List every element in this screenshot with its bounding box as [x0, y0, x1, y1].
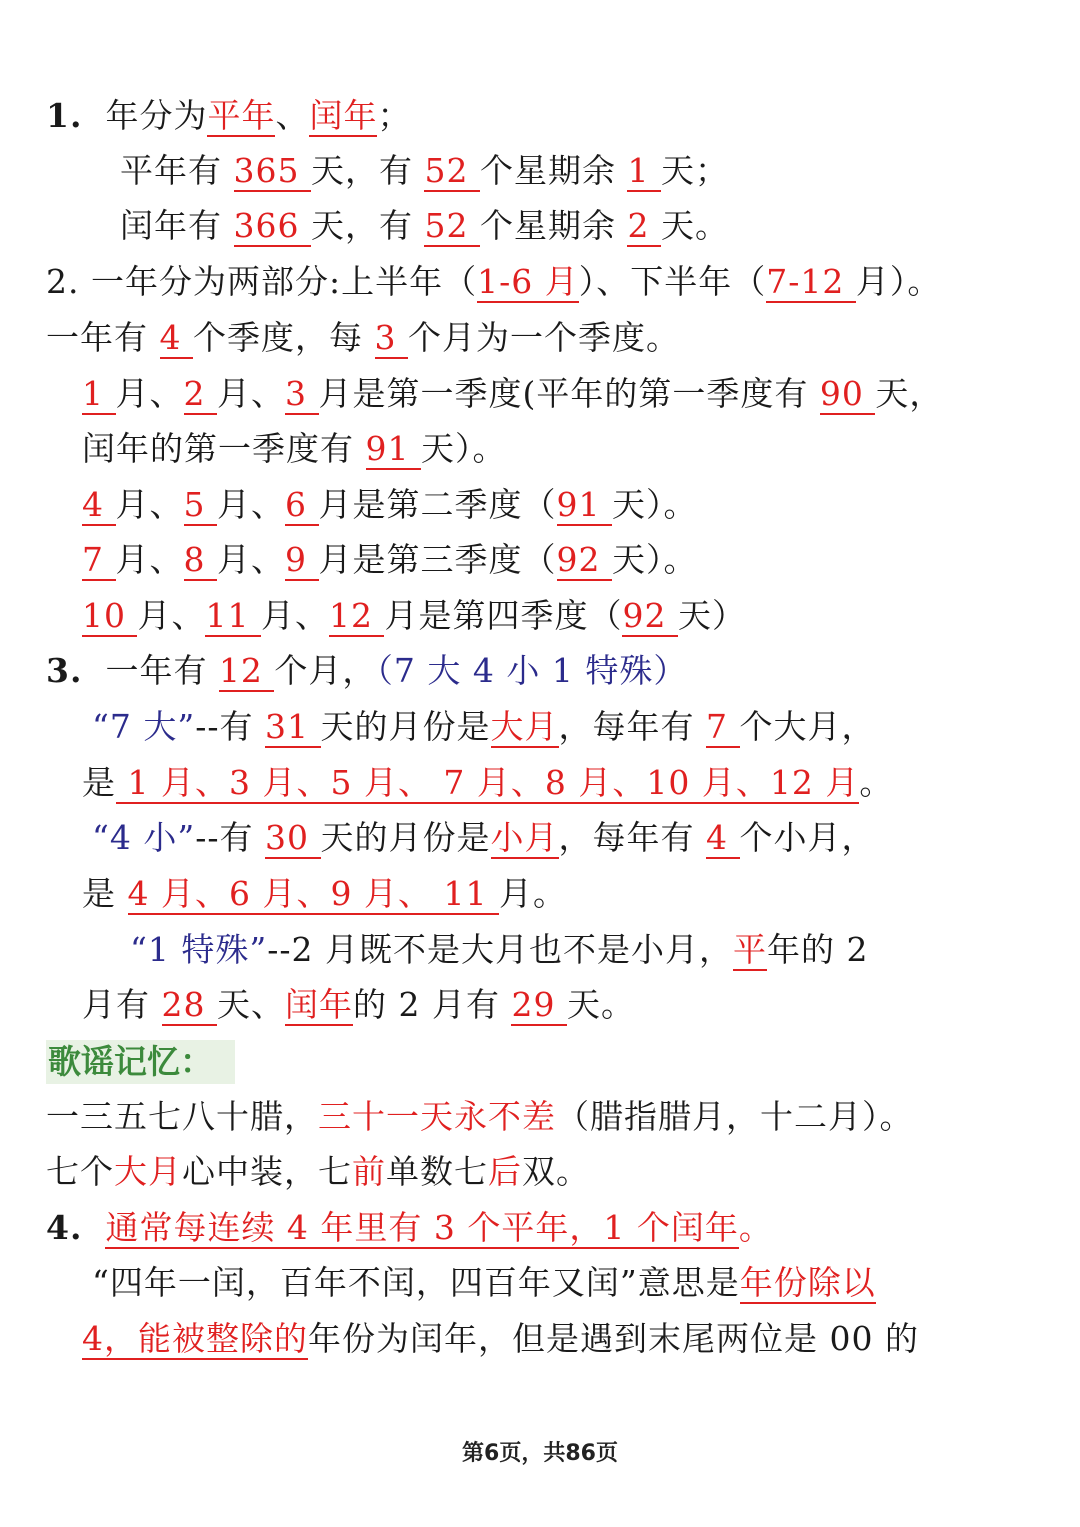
- february-days-line: 月有 28 天、闰年的 2 月有 29 天。: [82, 985, 635, 1024]
- quarter-1-line: 1 月、2 月、3 月是第一季度(平年的第一季度有 90 天，: [82, 374, 944, 413]
- rhyme-line-1: 一三五七八十腊，三十一天永不差（腊指腊月，十二月）。: [46, 1097, 914, 1136]
- rhyme-heading: 歌谣记忆：: [46, 1040, 235, 1084]
- leap-saying-line-2: 4，能被整除的年份为闰年，但是遇到末尾两位是 00 的: [82, 1319, 919, 1358]
- special-month-line: “1 特殊”--2 月既不是大月也不是小月，平年的 2: [130, 930, 869, 969]
- quarter-1-leap-line: 闰年的第一季度有 91 天）。: [82, 429, 507, 468]
- big-months-list: 是 1 月、3 月、5 月、 7 月、8 月、10 月、12 月。: [82, 763, 894, 802]
- quarter-2-line: 4 月、5 月、6 月是第二季度（91 天）。: [82, 485, 698, 524]
- common-year-line: 平年有 365 天，有 52 个星期余 1 天；: [120, 151, 729, 190]
- rhyme-line-2: 七个大月心中装，七前单数七后双。: [46, 1152, 590, 1191]
- item-3-months: 3. 一年有 12 个月，（7 大 4 小 1 特殊）: [46, 651, 688, 690]
- item-2-halves: 2. 一年分为两部分:上半年（1-6 月）、下半年（7-12 月）。: [46, 262, 942, 301]
- item-1-title: 1. 年分为平年、闰年；: [46, 96, 412, 135]
- small-months-list: 是 4 月、6 月、9 月、 11 月。: [82, 874, 567, 913]
- item-4-leap-rule: 4. 通常每连续 4 年里有 3 个平年，1 个闰年。: [46, 1208, 773, 1247]
- quarter-3-line: 7 月、8 月、9 月是第三季度（92 天）。: [82, 540, 698, 579]
- page-number: 第6页，共86页: [462, 1441, 618, 1466]
- small-months-line: “4 小”--有 30 天的月份是小月，每年有 4 个小月，: [92, 818, 876, 857]
- quarter-4-line: 10 月、11 月、12 月是第四季度（92 天）: [82, 596, 746, 635]
- quarters-line: 一年有 4 个季度，每 3 个月为一个季度。: [46, 318, 680, 357]
- big-months-line: “7 大”--有 31 天的月份是大月，每年有 7 个大月，: [92, 707, 876, 746]
- leap-saying-line: “四年一闰，百年不闰，四百年又闰”意思是年份除以: [92, 1263, 876, 1302]
- leap-year-line: 闰年有 366 天，有 52 个星期余 2 天。: [120, 206, 729, 245]
